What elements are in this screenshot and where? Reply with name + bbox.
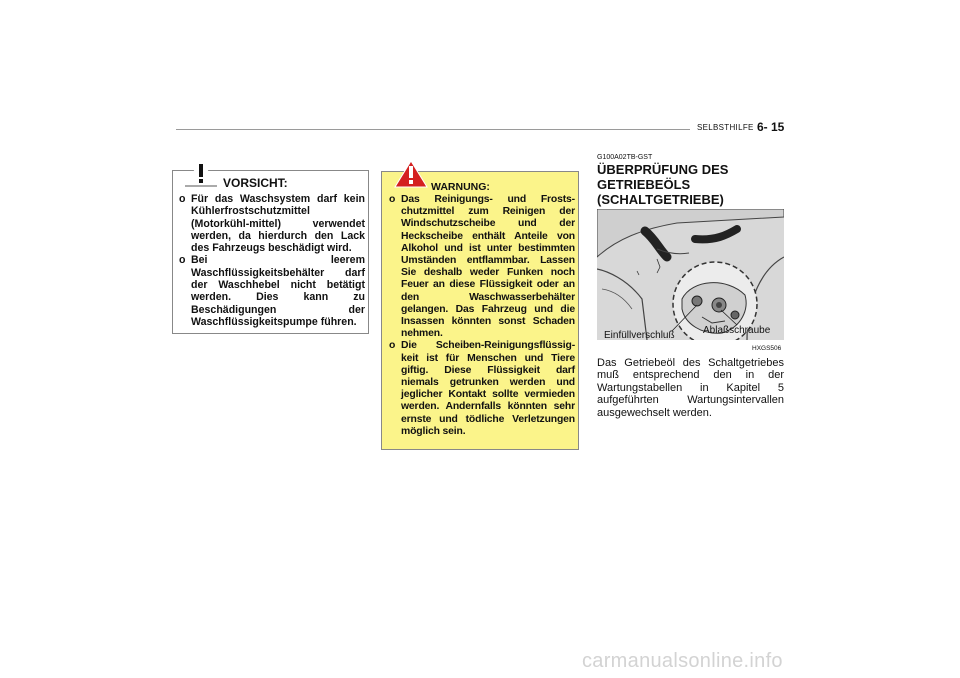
transmission-illustration xyxy=(597,209,784,340)
warning-list xyxy=(389,194,575,438)
header-rule xyxy=(176,129,690,130)
header-section-title: SELBSTHILFE xyxy=(697,123,754,132)
caution-title: VORSICHT: xyxy=(223,176,288,190)
caution-box xyxy=(172,170,369,334)
caution-item: o Für das Waschsystem darf kein Kühlerfrostschutzmittel (Motorkühl-mittel) verwendet werden, da hierdurch den Lack des Fahrzeugs beschädigt wird. xyxy=(179,193,365,255)
figure-code: HXGS506 xyxy=(752,345,782,352)
transmission-drawing xyxy=(597,209,784,340)
watermark: carmanualsonline.info xyxy=(582,650,783,672)
section-body: Das Getriebeöl des Schaltgetriebes muß entsprechend den in der Wartungstabellen in Kapitel 5 aufgeführten Wartungsintervallen ausgewechselt werden. xyxy=(597,357,784,419)
section-code: G100A02TB-GST xyxy=(597,154,653,161)
caution-item: o Bei leerem Waschflüssigkeitsbehälter darf der Waschhebel nicht betätigt werden. Dies kann zu Beschädigungen der Waschflüssigkeitspumpe führen. xyxy=(179,254,365,328)
caution-list xyxy=(179,193,365,328)
drain-plug-label: Ablaßschraube xyxy=(703,325,771,336)
warning-triangle-icon xyxy=(184,159,218,187)
warning-title: WARNUNG: xyxy=(431,181,490,193)
section-title: ÜBERPRÜFUNG DES GETRIEBEÖLS (SCHALTGETRIEBE) xyxy=(597,162,729,207)
warning-box xyxy=(381,171,579,450)
warning-triangle-icon xyxy=(394,160,428,188)
fill-plug-label: Einfüllverschluß xyxy=(604,330,675,340)
warning-item: o Die Scheiben-Reinigungsflüssig-keit ist für Menschen und Tiere giftig. Diese Flüssigkeit darf niemals getrunken werden und jeglicher Kontakt sollte vermieden werden. Andernfalls könnten sehr ernste und tödliche Verletzungen möglich sein. xyxy=(389,340,575,437)
warning-item: o Das Reinigungs- und Frosts-chutzmittel zum Reinigen der Windschutzscheibe und der Heckscheibe enthält Anteile von Alkohol und ist unter bestimmten Umständen entflammbar. Lassen Sie deshalb weder Funken noch Feuer an diese Flüssigkeit oder an den Waschwasserbehälter gelangen. Das Fahrzeug und die Insassen könnten sonst Schaden nehmen. xyxy=(389,194,575,340)
page-number: 6- 15 xyxy=(757,120,785,134)
